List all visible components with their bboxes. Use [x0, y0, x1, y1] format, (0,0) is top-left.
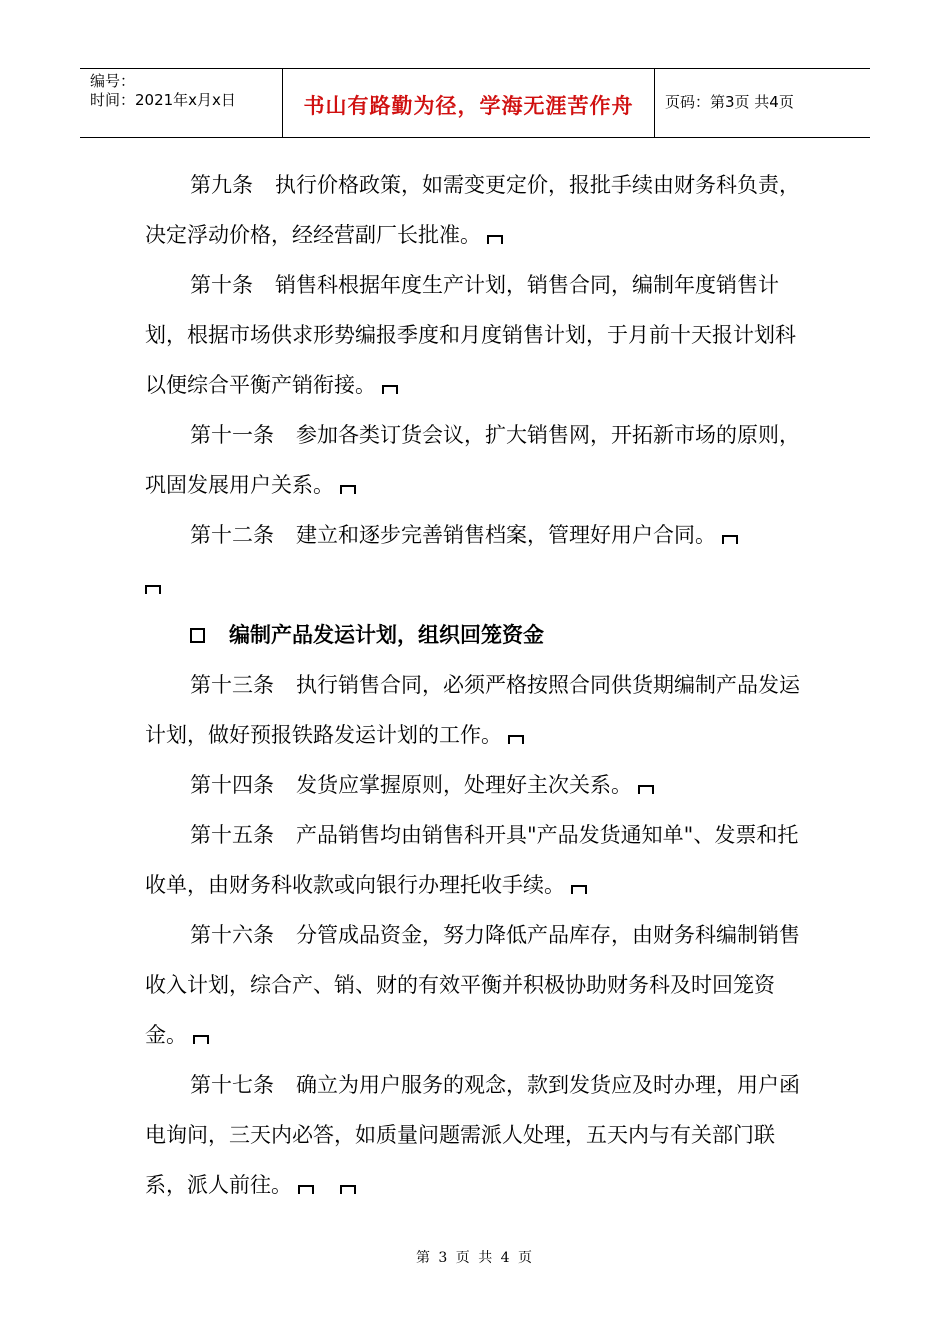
- paragraph-mark-icon: [340, 1185, 356, 1194]
- checkbox-bullet-icon: [190, 628, 205, 643]
- article-text: 分管成品资金，努力降低产品库存，由财务科编制销售收入计划，综合产、销、财的有效平衡并积极协助财务科及时回笼资金。: [145, 923, 800, 1047]
- article-heading: 第十条: [190, 273, 253, 297]
- section-heading: [145, 610, 807, 660]
- article-heading: 第十一条: [190, 423, 274, 447]
- paragraph-mark-icon: [298, 1185, 314, 1194]
- article-12: [145, 510, 807, 560]
- article-14: [145, 760, 807, 810]
- header-page-cell: [655, 69, 870, 137]
- article-13: [145, 660, 807, 760]
- article-heading: 第十三条: [190, 673, 274, 697]
- article-text: 参加各类订货会议，扩大销售网，开拓新市场的原则，巩固发展用户关系。: [145, 423, 800, 497]
- paragraph-mark-icon: [638, 785, 654, 794]
- article-17: [145, 1060, 807, 1210]
- page-header: [80, 68, 870, 138]
- article-10: [145, 260, 807, 410]
- header-motto: 书山有路勤为径，学海无涯苦作舟: [303, 94, 634, 118]
- article-heading: 第十四条: [190, 773, 274, 797]
- paragraph-mark-icon: [145, 585, 161, 594]
- article-16: [145, 910, 807, 1060]
- article-text: 发货应掌握原则，处理好主次关系。: [296, 773, 632, 797]
- article-text: 执行销售合同，必须严格按照合同供货期编制产品发运计划，做好预报铁路发运计划的工作。: [145, 673, 800, 747]
- paragraph-mark-icon: [508, 735, 524, 744]
- article-11: [145, 410, 807, 510]
- article-9: [145, 160, 807, 260]
- document-number-label: 编号：: [90, 72, 136, 90]
- header-motto-cell: [283, 69, 655, 137]
- paragraph-mark-icon: [487, 235, 503, 244]
- article-text: 确立为用户服务的观念，款到发货应及时办理，用户函电询问，三天内必答，如质量问题需派人处理，五天内与有关部门联系，派人前往。: [145, 1073, 800, 1197]
- section-title: 编制产品发运计划，组织回笼资金: [229, 623, 544, 647]
- paragraph-mark-icon: [571, 885, 587, 894]
- article-15: [145, 810, 807, 910]
- article-heading: 第九条: [190, 173, 253, 197]
- empty-paragraph: [145, 560, 807, 610]
- paragraph-mark-icon: [193, 1035, 209, 1044]
- document-body: [145, 160, 807, 1210]
- document-time-label: 时间：2021年x月x日: [90, 91, 236, 109]
- article-text: 建立和逐步完善销售档案，管理好用户合同。: [296, 523, 716, 547]
- article-text: 销售科根据年度生产计划，销售合同，编制年度销售计划，根据市场供求形势编报季度和月度销售计划，于月前十天报计划科以便综合平衡产销衔接。: [145, 273, 796, 397]
- header-page-number: 页码：第3页 共4页: [665, 93, 794, 111]
- article-heading: 第十五条: [190, 823, 274, 847]
- page-footer: 第 3 页 共 4 页: [415, 1250, 535, 1266]
- paragraph-mark-icon: [382, 385, 398, 394]
- article-text: 执行价格政策，如需变更定价，报批手续由财务科负责，决定浮动价格，经经营副厂长批准。: [145, 173, 800, 247]
- article-heading: 第十六条: [190, 923, 274, 947]
- article-heading: 第十二条: [190, 523, 274, 547]
- article-text: 产品销售均由销售科开具"产品发货通知单"、发票和托收单，由财务科收款或向银行办理托收手续。: [145, 823, 799, 897]
- paragraph-mark-icon: [340, 485, 356, 494]
- article-heading: 第十七条: [190, 1073, 274, 1097]
- header-info-cell: [80, 69, 283, 137]
- paragraph-mark-icon: [722, 535, 738, 544]
